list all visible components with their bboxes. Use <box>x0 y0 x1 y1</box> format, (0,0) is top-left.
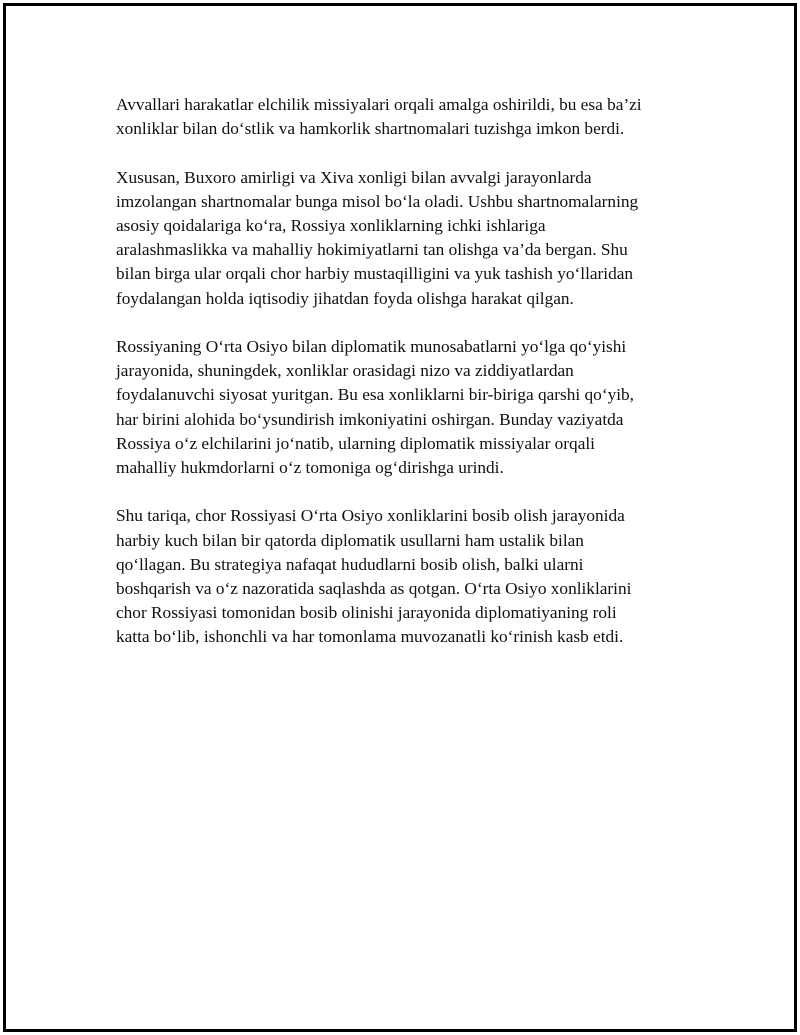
text-line: qo‘llagan. Bu strategiya nafaqat hududlarni bosib olish, balki ularni <box>116 554 584 574</box>
text-line: katta bo‘lib, ishonchli va har tomonlama muvozanatli ko‘rinish kasb etdi. <box>116 627 624 647</box>
text-line: harbiy kuch bilan bir qatorda diplomatik usullarni ham ustalik bilan <box>116 530 584 550</box>
text-line: Rossiyaning O‘rta Osiyo bilan diplomatik munosabatlarni yo‘lga qo‘yishi <box>116 337 627 356</box>
text-line: Xususan, Buxoro amirligi va Xiva xonligi bilan avvalgi jarayonlarda <box>116 167 592 187</box>
paragraph-1 <box>116 93 696 141</box>
text-line: xonliklar bilan do‘stlik va hamkorlik shartnomalari tuzishga imkon berdi. <box>116 119 625 139</box>
text-line: har birini alohida bo‘ysundirish imkoniyatini oshirgan. Bunday vaziyatda <box>116 409 624 429</box>
text-line: foydalangan holda iqtisodiy jihatdan foyda olishga harakat qilgan. <box>116 288 574 308</box>
paragraph-3 <box>116 335 696 480</box>
paragraph-4 <box>116 504 696 649</box>
text-line: aralashmaslikka va mahalliy hokimiyatlarni tan olishga va’da bergan. Shu <box>116 240 628 260</box>
text-line: imzolangan shartnomalar bunga misol bo‘la oladi. Ushbu shartnomalarning <box>116 191 639 211</box>
document-body <box>116 93 696 674</box>
text-line: mahalliy hukmdorlarni o‘z tomoniga og‘dirishga urindi. <box>116 458 504 478</box>
paragraph-2 <box>116 166 696 311</box>
text-line: asosiy qoidalariga ko‘ra, Rossiya xonliklarning ichki ishlariga <box>116 216 546 235</box>
text-line: Rossiya o‘z elchilarini jo‘natib, ularning diplomatik missiyalar orqali <box>116 433 595 453</box>
text-line: chor Rossiyasi tomonidan bosib olinishi jarayonida diplomatiyaning roli <box>116 603 617 623</box>
text-line: Avvallari harakatlar elchilik missiyalari orqali amalga oshirildi, bu esa ba’zi <box>116 95 642 114</box>
text-line: jarayonida, shuningdek, xonliklar orasidagi nizo va ziddiyatlardan <box>116 361 574 381</box>
text-line: Shu tariqa, chor Rossiyasi O‘rta Osiyo xonliklarini bosib olish jarayonida <box>116 506 625 526</box>
text-line: bilan birga ular orqali chor harbiy mustaqilligini va yuk tashish yo‘llaridan <box>116 264 634 284</box>
text-line: foydalanuvchi siyosat yuritgan. Bu esa xonliklarni bir-biriga qarshi qo‘yib, <box>116 385 634 405</box>
text-line: boshqarish va o‘z nazoratida saqlashda as qotgan. O‘rta Osiyo xonliklarini <box>116 579 632 599</box>
